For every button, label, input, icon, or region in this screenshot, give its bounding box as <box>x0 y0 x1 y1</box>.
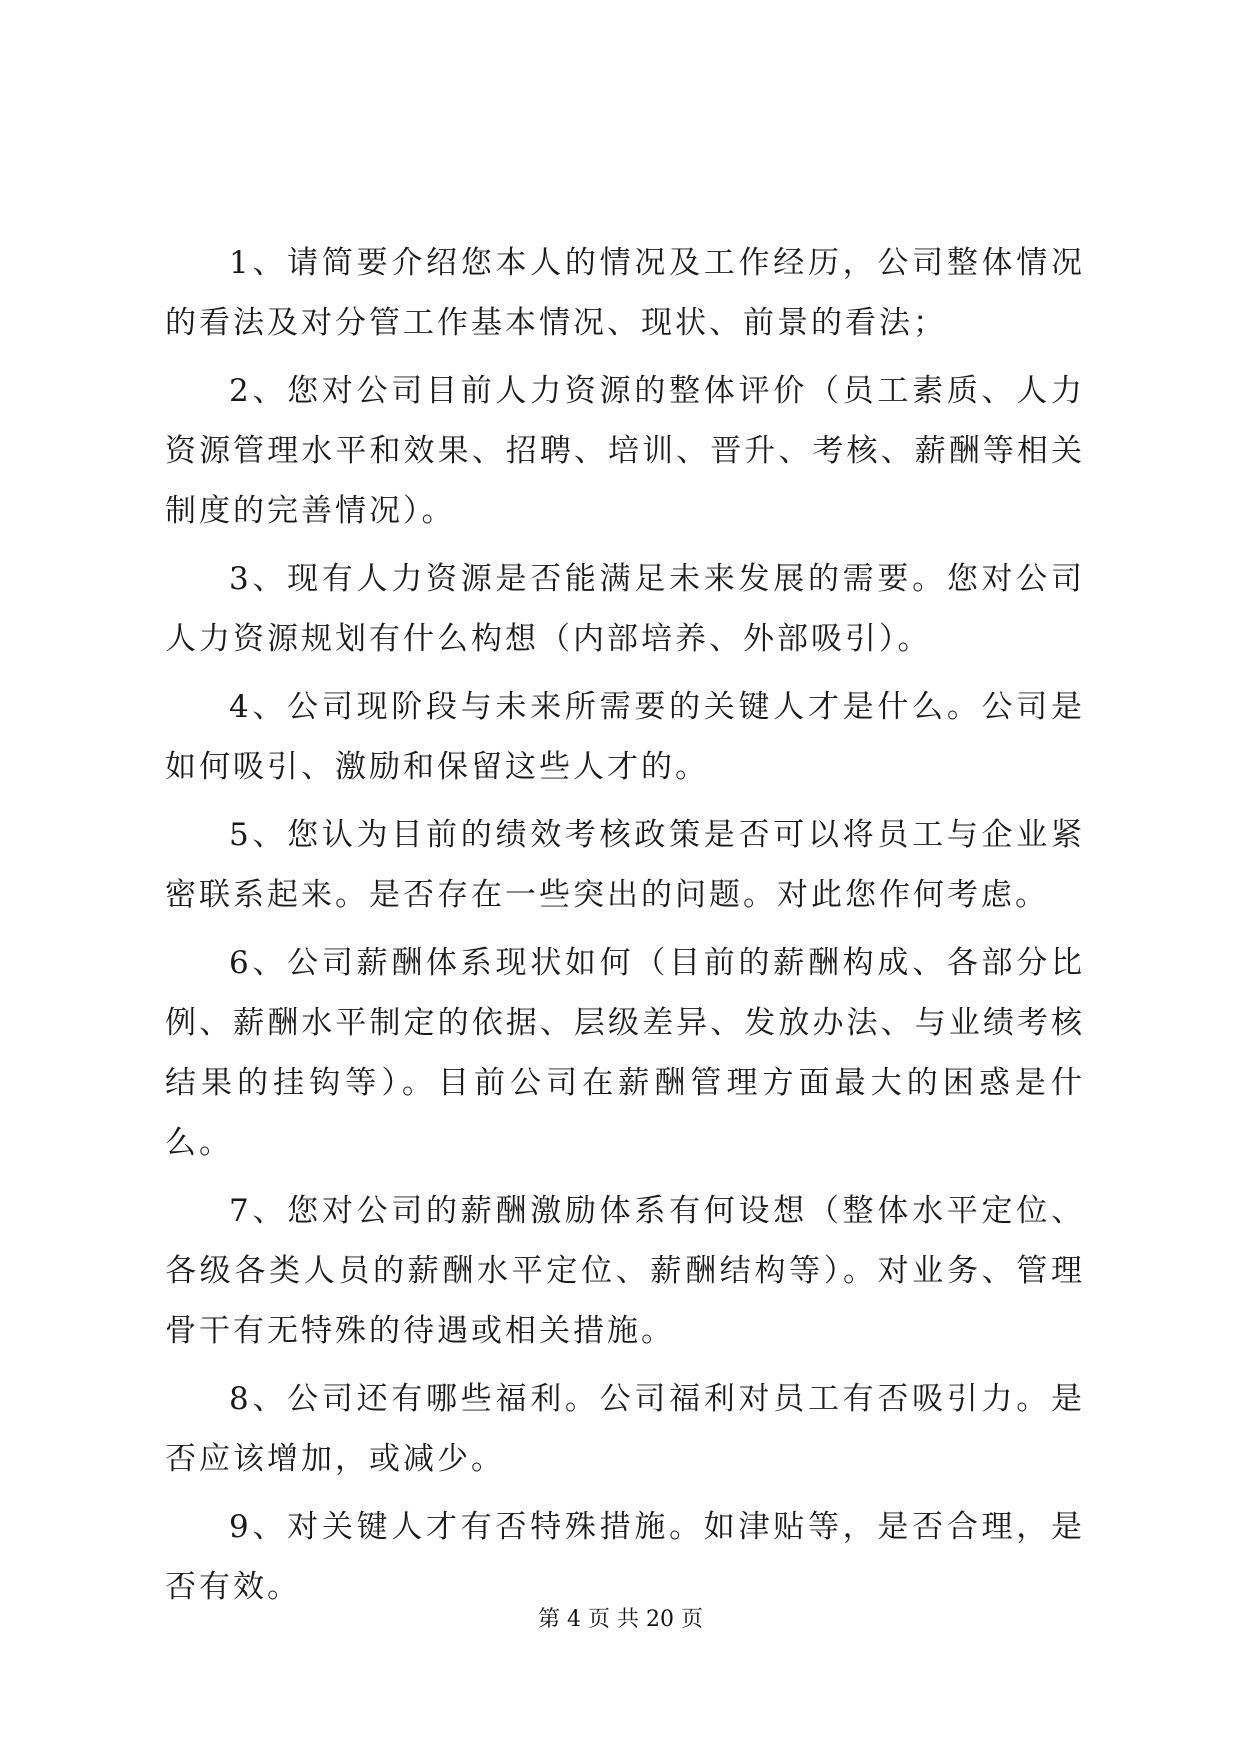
document-body <box>165 233 1085 1617</box>
paragraph-1: 1、请简要介绍您本人的情况及工作经历，公司整体情况的看法及对分管工作基本情况、现状、前景的看法； <box>165 245 1085 341</box>
paragraph-3: 3、现有人力资源是否能满足未来发展的需要。您对公司人力资源规划有什么构想（内部培养、外部吸引）。 <box>165 561 1085 657</box>
paragraph-7: 7、您对公司的薪酬激励体系有何设想（整体水平定位、各级各类人员的薪酬水平定位、薪酬结构等）。对业务、管理骨干有无特殊的待遇或相关措施。 <box>165 1193 1085 1349</box>
paragraph-4: 4、公司现阶段与未来所需要的关键人才是什么。公司是如何吸引、激励和保留这些人才的。 <box>165 689 1085 785</box>
paragraph-2: 2、您对公司目前人力资源的整体评价（员工素质、人力资源管理水平和效果、招聘、培训、晋升、考核、薪酬等相关制度的完善情况）。 <box>165 373 1085 529</box>
paragraph-9: 9、对关键人才有否特殊措施。如津贴等，是否合理，是否有效。 <box>165 1509 1085 1605</box>
paragraph-6: 6、公司薪酬体系现状如何（目前的薪酬构成、各部分比例、薪酬水平制定的依据、层级差异、发放办法、与业绩考核结果的挂钩等）。目前公司在薪酬管理方面最大的困惑是什么。 <box>165 945 1085 1161</box>
paragraph-5: 5、您认为目前的绩效考核政策是否可以将员工与企业紧密联系起来。是否存在一些突出的问题。对此您作何考虑。 <box>165 817 1085 913</box>
paragraph-8: 8、公司还有哪些福利。公司福利对员工有否吸引力。是否应该增加，或减少。 <box>165 1381 1085 1477</box>
page-footer: 第 4 页 共 20 页 <box>538 1607 703 1632</box>
